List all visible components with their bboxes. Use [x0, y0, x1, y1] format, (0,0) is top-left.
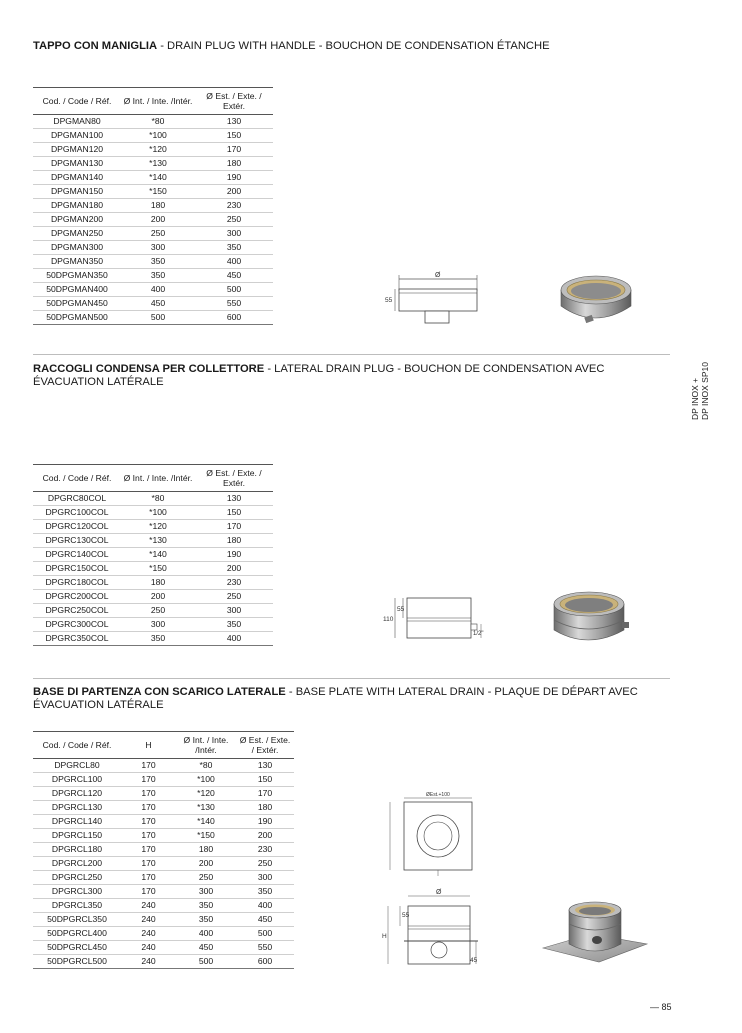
- table-cell: 450: [176, 941, 236, 955]
- table-cell: *100: [121, 506, 195, 520]
- table-cell: DPGMAN120: [33, 143, 121, 157]
- plug-body-outline: [399, 289, 477, 311]
- table-cell: 170: [121, 829, 176, 843]
- table-cell: 350: [121, 269, 195, 283]
- table-cell: 200: [236, 829, 294, 843]
- table-row: [33, 506, 273, 520]
- table-row: [33, 534, 273, 548]
- table-cell: 250: [176, 871, 236, 885]
- table-row: [33, 885, 294, 899]
- table-cell: 180: [121, 576, 195, 590]
- base-plate-table: [33, 731, 294, 969]
- table-cell: 230: [195, 199, 273, 213]
- table-cell: 200: [176, 857, 236, 871]
- table-cell: *100: [176, 773, 236, 787]
- table-row: [33, 562, 273, 576]
- page-number: — 85: [650, 1002, 672, 1012]
- table-cell: *130: [176, 801, 236, 815]
- table-cell: 300: [236, 871, 294, 885]
- table-cell: 400: [236, 899, 294, 913]
- drain-plug-drawing: [385, 265, 495, 330]
- table-row: [33, 311, 273, 325]
- table-cell: 250: [121, 604, 195, 618]
- table-row: [33, 213, 273, 227]
- table-cell: 240: [121, 955, 176, 969]
- diameter-label: Ø: [436, 889, 442, 896]
- table-cell: DPGRCL150: [33, 829, 121, 843]
- table-cell: 350: [176, 913, 236, 927]
- table-cell: 240: [121, 927, 176, 941]
- plug-handle-outline: [425, 311, 449, 323]
- section-3-title-rest: - BASE PLATE WITH LATERAL DRAIN - PLAQUE DE DÉPART AVEC: [285, 686, 638, 698]
- table-cell: 170: [236, 787, 294, 801]
- table-cell: 600: [195, 311, 273, 325]
- height-label: 55: [385, 297, 393, 304]
- table-cell: *80: [176, 759, 236, 773]
- table-cell: 550: [236, 941, 294, 955]
- table-cell: DPGRC250COL: [33, 604, 121, 618]
- table-cell: DPGRCL350: [33, 899, 121, 913]
- table-row: [33, 129, 273, 143]
- table-cell: 250: [195, 590, 273, 604]
- section-3-title: [33, 686, 638, 712]
- table-cell: 50DPGRCL350: [33, 913, 121, 927]
- table-cell: 130: [195, 115, 273, 129]
- table-cell: *120: [121, 143, 195, 157]
- table-cell: DPGRCL300: [33, 885, 121, 899]
- table-cell: 50DPGRCL400: [33, 927, 121, 941]
- table-cell: 200: [195, 185, 273, 199]
- table-cell: *130: [121, 157, 195, 171]
- table-row: [33, 227, 273, 241]
- table-row: [33, 787, 294, 801]
- table-cell: 300: [176, 885, 236, 899]
- side-label-line1: DP INOX +: [690, 377, 700, 420]
- table-cell: *130: [121, 534, 195, 548]
- table-cell: 170: [121, 815, 176, 829]
- table-cell: 50DPGMAN450: [33, 297, 121, 311]
- table-cell: 170: [121, 801, 176, 815]
- table-cell: DPGRCL130: [33, 801, 121, 815]
- table-row: [33, 241, 273, 255]
- table-cell: *150: [121, 185, 195, 199]
- table-cell: DPGRC120COL: [33, 520, 121, 534]
- table-cell: *150: [121, 562, 195, 576]
- table-cell: 50DPGMAN500: [33, 311, 121, 325]
- table-cell: DPGRC140COL: [33, 548, 121, 562]
- table-cell: 170: [121, 759, 176, 773]
- base-plate-photo: [535, 888, 655, 964]
- table-cell: 190: [195, 548, 273, 562]
- table-cell: 400: [176, 927, 236, 941]
- table-cell: 170: [121, 871, 176, 885]
- table-row: [33, 913, 294, 927]
- table-row: [33, 843, 294, 857]
- table-cell: 170: [121, 857, 176, 871]
- table-cell: DPGRC80COL: [33, 492, 121, 506]
- table-cell: DPGMAN80: [33, 115, 121, 129]
- section-divider: [33, 354, 670, 355]
- section-divider: [33, 678, 670, 679]
- table-row: [33, 899, 294, 913]
- table-cell: DPGRC300COL: [33, 618, 121, 632]
- table-row: [33, 618, 273, 632]
- table-cell: 250: [121, 227, 195, 241]
- thread-label: 1/2": [473, 631, 484, 637]
- table-row: [33, 115, 273, 129]
- table-cell: 350: [195, 241, 273, 255]
- table-row: [33, 815, 294, 829]
- col-header-ext-diameter: Ø Est. / Exte. / Extér.: [195, 465, 273, 492]
- drain-outlet-outline: [471, 624, 477, 630]
- table-row: [33, 871, 294, 885]
- table-row: [33, 492, 273, 506]
- table-cell: DPGMAN100: [33, 129, 121, 143]
- table-cell: 130: [195, 492, 273, 506]
- section-2-title-line2: ÉVACUATION LATÉRALE: [33, 376, 164, 388]
- table-cell: 200: [121, 213, 195, 227]
- table-row: [33, 857, 294, 871]
- table-cell: 450: [236, 913, 294, 927]
- table-cell: DPGMAN140: [33, 171, 121, 185]
- table-header-row: [33, 732, 294, 759]
- table-cell: 240: [121, 941, 176, 955]
- table-cell: 400: [121, 283, 195, 297]
- table-cell: 190: [236, 815, 294, 829]
- table-cell: 250: [236, 857, 294, 871]
- col-header-code: Cod. / Code / Réf.: [33, 88, 121, 115]
- table-cell: 500: [236, 927, 294, 941]
- table-row: [33, 185, 273, 199]
- table-cell: 200: [121, 590, 195, 604]
- table-cell: 50DPGMAN400: [33, 283, 121, 297]
- table-row: [33, 773, 294, 787]
- section-1-title: [33, 40, 550, 53]
- table-cell: DPGRCL180: [33, 843, 121, 857]
- table-cell: 240: [121, 899, 176, 913]
- table-cell: *120: [176, 787, 236, 801]
- table-cell: DPGMAN250: [33, 227, 121, 241]
- table-cell: 170: [195, 520, 273, 534]
- table-cell: *140: [121, 548, 195, 562]
- table-row: [33, 590, 273, 604]
- table-row: [33, 927, 294, 941]
- table-cell: 190: [195, 171, 273, 185]
- table-cell: 50DPGMAN350: [33, 269, 121, 283]
- table-cell: 180: [236, 801, 294, 815]
- side-label-line2: DP INOX SP10: [700, 362, 710, 420]
- table-cell: DPGRCL200: [33, 857, 121, 871]
- bottom-45-label: 45: [470, 957, 478, 964]
- table-cell: 170: [121, 885, 176, 899]
- table-cell: 170: [121, 787, 176, 801]
- table-cell: 50DPGRCL450: [33, 941, 121, 955]
- table-cell: 170: [121, 843, 176, 857]
- table-cell: DPGRC130COL: [33, 534, 121, 548]
- table-cell: DPGRCL80: [33, 759, 121, 773]
- diameter-label: Ø: [435, 272, 441, 279]
- table-cell: 300: [121, 618, 195, 632]
- lateral-drain-photo: [548, 588, 633, 650]
- table-cell: DPGRC150COL: [33, 562, 121, 576]
- table-cell: 350: [176, 899, 236, 913]
- table-row: [33, 576, 273, 590]
- height-h-label: H: [382, 933, 387, 940]
- table-cell: 180: [121, 199, 195, 213]
- table-cell: *80: [121, 115, 195, 129]
- table-cell: 200: [195, 562, 273, 576]
- table-cell: 350: [195, 618, 273, 632]
- table-cell: DPGMAN130: [33, 157, 121, 171]
- plate-size-label: ØEst.+100: [426, 792, 450, 798]
- table-row: [33, 283, 273, 297]
- table-row: [33, 520, 273, 534]
- section-2-title-rest: - LATERAL DRAIN PLUG - BOUCHON DE CONDENSATION AVEC: [264, 363, 605, 375]
- table-cell: DPGRC180COL: [33, 576, 121, 590]
- table-cell: 500: [176, 955, 236, 969]
- lateral-drain-drawing: [383, 590, 493, 645]
- height-110-label: 110: [383, 616, 394, 623]
- table-cell: 300: [195, 227, 273, 241]
- table-cell: DPGRCL120: [33, 787, 121, 801]
- col-header-code: Cod. / Code / Réf.: [33, 732, 121, 759]
- section-1-title-rest: - DRAIN PLUG WITH HANDLE - BOUCHON DE CONDENSATION ÉTANCHE: [157, 40, 550, 52]
- section-1-title-bold: TAPPO CON MANIGLIA: [33, 40, 158, 52]
- section-2-title: [33, 363, 604, 389]
- height-55-label: 55: [397, 606, 405, 613]
- col-header-ext-diameter: Ø Est. / Exte. / Extér.: [236, 732, 294, 759]
- table-cell: *80: [121, 492, 195, 506]
- col-header-int-diameter: Ø Int. / Inte. /Intér.: [121, 88, 195, 115]
- base-plate-outline: [404, 802, 472, 870]
- table-row: [33, 157, 273, 171]
- col-header-ext-diameter: Ø Est. / Exte. / Extér.: [195, 88, 273, 115]
- table-cell: *140: [176, 815, 236, 829]
- table-cell: DPGMAN150: [33, 185, 121, 199]
- table-row: [33, 269, 273, 283]
- table-cell: 300: [195, 604, 273, 618]
- table-cell: 50DPGRCL500: [33, 955, 121, 969]
- table-row: [33, 632, 273, 646]
- table-cell: 600: [236, 955, 294, 969]
- table-row: [33, 548, 273, 562]
- table-row: [33, 255, 273, 269]
- table-header-row: [33, 88, 273, 115]
- table-cell: DPGRCL250: [33, 871, 121, 885]
- table-cell: 180: [195, 534, 273, 548]
- base-plate-side-view: [378, 886, 490, 970]
- lateral-drain-hole: [431, 942, 447, 958]
- lateral-drain-plug-table: [33, 464, 273, 646]
- table-cell: 300: [121, 241, 195, 255]
- col-header-code: Cod. / Code / Réf.: [33, 465, 121, 492]
- table-row: [33, 759, 294, 773]
- table-cell: 170: [121, 773, 176, 787]
- table-cell: *140: [121, 171, 195, 185]
- table-cell: DPGMAN200: [33, 213, 121, 227]
- table-cell: 350: [121, 255, 195, 269]
- table-cell: DPGRC100COL: [33, 506, 121, 520]
- table-cell: 500: [195, 283, 273, 297]
- col-header-int-diameter: Ø Int. / Inte. /Intér.: [121, 465, 195, 492]
- table-row: [33, 171, 273, 185]
- table-row: [33, 829, 294, 843]
- table-cell: 130: [236, 759, 294, 773]
- table-cell: DPGRCL140: [33, 815, 121, 829]
- table-cell: 240: [121, 913, 176, 927]
- table-cell: DPGMAN350: [33, 255, 121, 269]
- table-cell: 350: [121, 632, 195, 646]
- base-plate-top-view: [380, 788, 490, 878]
- table-cell: *150: [176, 829, 236, 843]
- table-cell: 230: [236, 843, 294, 857]
- table-cell: 180: [195, 157, 273, 171]
- table-cell: 450: [195, 269, 273, 283]
- table-row: [33, 604, 273, 618]
- table-cell: DPGRC200COL: [33, 590, 121, 604]
- table-cell: 400: [195, 255, 273, 269]
- drain-plug-photo: [555, 270, 640, 332]
- table-cell: 150: [195, 506, 273, 520]
- table-cell: *100: [121, 129, 195, 143]
- col-header-height: H: [121, 732, 176, 759]
- table-cell: 150: [236, 773, 294, 787]
- col-header-int-diameter: Ø Int. / Inte. /Intér.: [176, 732, 236, 759]
- table-cell: DPGRCL100: [33, 773, 121, 787]
- section-2-title-bold: RACCOGLI CONDENSA PER COLLETTORE: [33, 363, 265, 375]
- table-row: [33, 143, 273, 157]
- table-row: [33, 941, 294, 955]
- table-cell: 150: [195, 129, 273, 143]
- section-3-title-line2: ÉVACUATION LATÉRALE: [33, 699, 164, 711]
- table-row: [33, 955, 294, 969]
- height-55-label: 55: [402, 912, 410, 919]
- table-cell: 450: [121, 297, 195, 311]
- table-cell: 250: [195, 213, 273, 227]
- table-row: [33, 297, 273, 311]
- table-cell: *120: [121, 520, 195, 534]
- drain-plug-table: [33, 87, 273, 325]
- table-cell: DPGMAN300: [33, 241, 121, 255]
- table-row: [33, 199, 273, 213]
- table-cell: 400: [195, 632, 273, 646]
- side-product-label: [690, 300, 722, 420]
- table-cell: DPGRC350COL: [33, 632, 121, 646]
- table-cell: 170: [195, 143, 273, 157]
- table-cell: 230: [195, 576, 273, 590]
- table-row: [33, 801, 294, 815]
- table-cell: 500: [121, 311, 195, 325]
- section-3-title-bold: BASE DI PARTENZA CON SCARICO LATERALE: [33, 686, 286, 698]
- table-cell: DPGMAN180: [33, 199, 121, 213]
- table-cell: 350: [236, 885, 294, 899]
- table-cell: 180: [176, 843, 236, 857]
- table-cell: 550: [195, 297, 273, 311]
- table-header-row: [33, 465, 273, 492]
